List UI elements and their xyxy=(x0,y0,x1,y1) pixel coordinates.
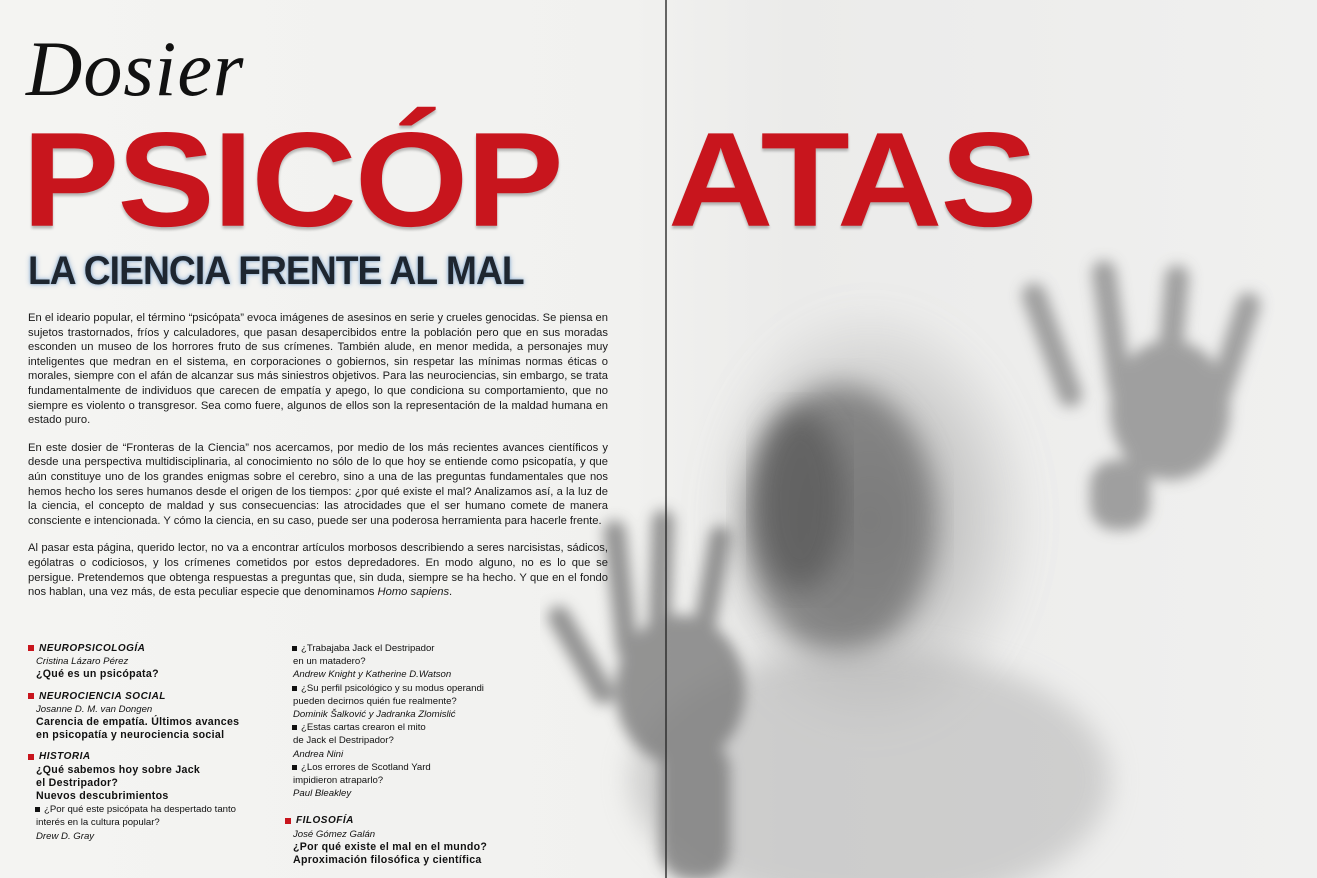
toc-author: Paul Bleakley xyxy=(293,788,352,800)
toc-section-neurociencia-social: NEUROCIENCIA SOCIAL Josanne D. M. van Dongen Carencia de empatía. Últimos avances en psicopatía y neurociencia social xyxy=(28,690,268,743)
toc-author: José Gómez Galán xyxy=(293,828,376,840)
bullet-square-icon xyxy=(292,686,297,691)
subtitle: LA CIENCIA FRENTE AL MAL xyxy=(28,249,524,293)
toc-author: Dominik Šalković y Jadranka Zlomislić xyxy=(293,709,456,721)
toc-subitem: ¿Los errores de Scotland Yard impidieron atraparlo? Paul Bleakley xyxy=(285,761,535,801)
main-title-right: ATAS xyxy=(668,104,1036,255)
intro-text xyxy=(28,311,608,613)
intro-paragraph: En este dosier de “Fronteras de la Ciencia” nos acercamos, por medio de los más recientes avances científicos y desde una perspectiva multidisciplinaria, al conocimiento no sólo de lo que hoy se entiende como psicopatía, y que aún constituye uno de los grandes enigmas sobre el cerebro, sino a una de las preguntas fundamentales que nos hemos hecho los seres humanos desde el origen de los tiempos: ¿por qué existe el mal? Analizamos así, a la luz de la ciencia, el concepto de maldad y sus consecuencias: las atrocidades que el ser humano comete de manera consciente e intencionada. Y cómo la ciencia, en su caso, puede ser una poderosa herramienta para hacerle frente. xyxy=(28,441,608,527)
bullet-square-icon xyxy=(35,807,40,812)
toc-subitem: ¿Estas cartas crearon el mito de Jack el Destripador? Andrea Nini xyxy=(285,721,535,761)
bullet-square-icon xyxy=(292,725,297,730)
toc-article-title: ¿Por qué existe el mal en el mundo? xyxy=(293,840,488,853)
bullet-square-icon xyxy=(292,765,297,770)
main-title xyxy=(0,104,1317,255)
toc-article-title: ¿Qué es un psicópata? xyxy=(36,668,159,681)
toc-article-title: Carencia de empatía. Últimos avances xyxy=(36,716,240,729)
toc-author: Drew D. Gray xyxy=(36,830,95,842)
toc-article-title: en psicopatía y neurociencia social xyxy=(36,729,225,742)
toc-article-title: ¿Qué sabemos hoy sobre Jack xyxy=(36,763,201,776)
toc-subitem: ¿Su perfil psicológico y su modus operandi pueden decirnos quién fue realmente? Dominik Šalković y Jadranka Zlomislić xyxy=(285,682,535,722)
dosier-kicker: Dosier xyxy=(26,25,245,112)
intro-paragraph: Al pasar esta página, querido lector, no va a encontrar artículos morbosos describiendo a seres narcisistas, sádicos, ególatras o codiciosos, y los crímenes cometidos por estos depredadores. En modo alguno, no es lo que se persigue. Pretendemos que obtenga respuestas a preguntas que, sin duda, siempre se ha hecho. Y que en el fondo nos hablan, una vez más, de esta peculiar especie que denominamos Homo sapiens. xyxy=(28,542,608,599)
toc-author: Josanne D. M. van Dongen xyxy=(36,703,153,715)
bullet-square-icon xyxy=(292,646,297,651)
main-title-left: PSICÓP xyxy=(22,104,562,255)
toc-section-neuropsicologia: NEUROPSICOLOGÍA Cristina Lázaro Pérez ¿Qué es un psicópata? xyxy=(28,642,268,682)
ghostly-figure-photo xyxy=(540,220,1317,878)
toc-article-title: el Destripador? xyxy=(36,776,119,789)
toc-author: Andrew Knight y Katherine D.Watson xyxy=(293,669,452,681)
red-square-icon xyxy=(28,645,34,651)
toc-section-filosofia: FILOSOFÍA José Gómez Galán ¿Por qué existe el mal en el mundo? Aproximación filosófica y científica xyxy=(285,814,535,867)
red-square-icon xyxy=(28,693,34,699)
intro-paragraph: En el ideario popular, el término “psicópata” evoca imágenes de asesinos en serie y crueles genocidas. Se piensa en sujetos trastornados, fríos y calculadores, que pasan desapercibidos entre la población pero que en sus moradas esconden un museo de los horrores fruto de sus crímenes. También alude, en menor medida, a personajes muy inteligentes que medran en el sistema, en corporaciones o gobiernos, sin respetar las mínimas normas éticas o morales, siempre con el afán de alcanzar sus más siniestros objetivos. Para las neurociencias, sin embargo, se trata fundamentalmente de individuos que carecen de empatía y apego, lo que condiciona su comportamiento, que no siempre es violento o transgresor. Sea como fuere, algunos de ellos son la representación de la maldad humana en estado puro. xyxy=(28,312,608,427)
toc-section-historia: HISTORIA ¿Qué sabemos hoy sobre Jack el Destripador? Nuevos descubrimientos ¿Por qué este psicópata ha despertado tanto interés en la cultura popular? Drew D. Gray xyxy=(28,750,268,842)
toc-right-column xyxy=(285,642,535,875)
red-square-icon xyxy=(28,754,34,760)
toc-left-column xyxy=(28,642,268,851)
toc-author: Andrea Nini xyxy=(293,748,344,760)
toc-article-title: Aproximación filosófica y científica xyxy=(293,854,482,867)
toc-author: Cristina Lázaro Pérez xyxy=(36,656,129,668)
toc-subitem: ¿Trabajaba Jack el Destripador en un matadero? Andrew Knight y Katherine D.Watson xyxy=(285,642,535,682)
toc-article-title: Nuevos descubrimientos xyxy=(36,790,169,803)
figure-illustration xyxy=(540,220,1317,878)
red-square-icon xyxy=(285,818,291,824)
